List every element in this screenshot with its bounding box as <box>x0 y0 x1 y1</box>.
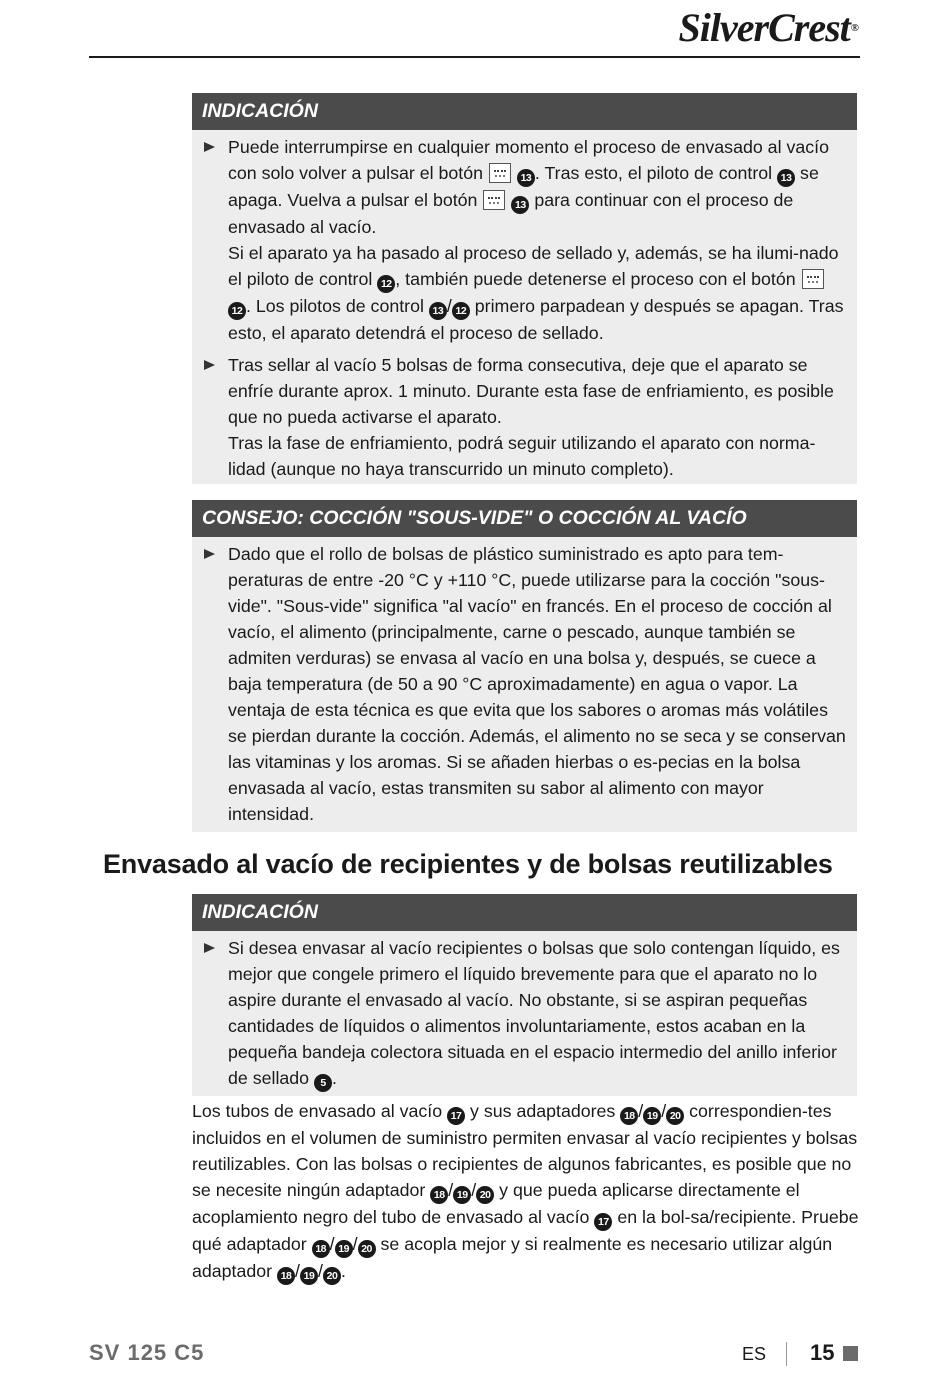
ref-number: 19 <box>335 1240 353 1258</box>
ref-number: 13 <box>517 169 535 187</box>
ref-number: 12 <box>452 302 470 320</box>
page-number: 15 <box>810 1340 835 1365</box>
note-box-2 <box>192 894 857 1096</box>
footer-model: SV 125 C5 <box>89 1340 205 1365</box>
paragraph: Dado que el rollo de bolsas de plástico suministrado es apto para tem-peraturas de entre -20 °C y +110 °C, puede utilizarse para la cocción "sous-vide". "Sous-vide" significa "al vacío" en francés. En el proceso de cocción al vacío, el alimento (principalmente, carne o pescado, aunque también se admiten verduras) se envasa al vacío en una bolsa y, después, se cuece a baja temperatura (de 50 a 90 °C aproximadamente) en agua o vapor. La ventaja de esta técnica es que evita que los sabores o aromas más volátiles se pierdan durante la cocción. Además, el alimento no se seca y se conservan las vitaminas y los aromas. Si se añaden hierbas o es-pecias en la bolsa envasada al vacío, estas transmiten su sabor al alimento con mayor intensidad. <box>228 544 846 824</box>
ref-number: 18 <box>277 1267 295 1285</box>
ref-number: 19 <box>643 1107 661 1125</box>
note-title: INDICACIÓN <box>192 894 857 931</box>
ref-number: 5 <box>314 1074 332 1092</box>
ref-number: 20 <box>476 1186 494 1204</box>
ref-number: 20 <box>323 1267 341 1285</box>
ref-number: 19 <box>453 1186 471 1204</box>
list-item <box>204 134 847 346</box>
ref-number: 13 <box>429 302 447 320</box>
note-title: INDICACIÓN <box>192 93 857 130</box>
ref-number: 17 <box>447 1107 465 1125</box>
bullet-triangle-icon <box>204 142 215 152</box>
note-box-1 <box>192 93 857 484</box>
paragraph: Si desea envasar al vacío recipientes o bolsas que solo contengan líquido, es mejor que congele primero el líquido brevemente para que el aparato no lo aspire durante el envasado al vacío. No obstante, si se aspiran pequeñas cantidades de líquidos o alimentos involuntariamente, estos acaban en la pequeña bandeja colectora situada en el espacio intermedio del anillo inferior de sellado 5 . <box>228 935 847 1092</box>
paragraph: Tras sellar al vacío 5 bolsas de forma consecutiva, deje que el aparato se enfríe durante aprox. 1 minuto. Durante esta fase de enfriamiento, es posible que no pueda activarse el aparato. Tras la fase de enfriamiento, podrá seguir utilizando el aparato con norma-lidad (aunque no haya transcurrido un minuto completo). <box>228 355 834 479</box>
ref-number: 20 <box>358 1240 376 1258</box>
bullet-triangle-icon <box>204 360 215 370</box>
bullet-triangle-icon <box>204 943 215 953</box>
brand-logo: SilverCrest® <box>678 5 858 50</box>
footer-square-icon <box>843 1346 858 1361</box>
list-item <box>204 935 847 1092</box>
footer-separator <box>786 1342 787 1366</box>
section-heading: Envasado al vacío de recipientes y de bolsas reutilizables <box>103 849 833 879</box>
header-rule <box>89 56 860 58</box>
tip-box <box>192 500 857 832</box>
footer-language: ES <box>742 1344 767 1364</box>
ref-number: 12 <box>228 302 246 320</box>
ref-number: 13 <box>777 169 795 187</box>
list-item <box>204 541 847 827</box>
ref-number: 13 <box>511 196 529 214</box>
vacuum-button-icon <box>489 163 511 183</box>
list-item <box>204 352 847 482</box>
paragraph: Puede interrumpirse en cualquier momento el proceso de envasado al vacío con solo volver a pulsar el botón 13 . Tras esto, el piloto de control 13 se apaga. Vuelva a pulsar el botón 13 para continuar con el proceso de envasado al vacío. Si el aparato ya ha pasado al proceso de sellado y, además, se ha ilumi-nado el piloto de control 12 , también puede detenerse el proceso con el botón 12 . Los pilotos de control 13 / 12 primero parpadean y después se apagan. Tras esto, el aparato detendrá el proceso de sellado. <box>228 137 844 343</box>
ref-number: 20 <box>666 1107 684 1125</box>
ref-number: 18 <box>430 1186 448 1204</box>
ref-number: 12 <box>377 275 395 293</box>
ref-number: 17 <box>594 1213 612 1231</box>
body-paragraph: Los tubos de envasado al vacío 17 y sus adaptadores 18 / 19 / 20 correspondien-tes incluidos en el volumen de suministro permiten envasar al vacío recipientes y bolsas reutilizables. Con las bolsas o recipientes de algunos fabricantes, es posible que no se necesite ningún adaptador 18 / 19 / 20 y que pueda aplicarse directamente el acoplamiento negro del tubo de envasado al vacío 17 en la bol-sa/recipiente. Pruebe qué adaptador 18 / 19 / 20 se acopla mejor y si realmente es necesario utilizar algún adaptador 18 / 19 / 20 . <box>192 1098 860 1285</box>
ref-number: 18 <box>620 1107 638 1125</box>
tip-title: CONSEJO: COCCIÓN "SOUS-VIDE" O COCCIÓN AL VACÍO <box>192 500 857 537</box>
vacuum-button-icon <box>483 190 505 210</box>
ref-number: 19 <box>300 1267 318 1285</box>
seal-button-icon <box>802 269 824 289</box>
ref-number: 18 <box>312 1240 330 1258</box>
bullet-triangle-icon <box>204 549 215 559</box>
